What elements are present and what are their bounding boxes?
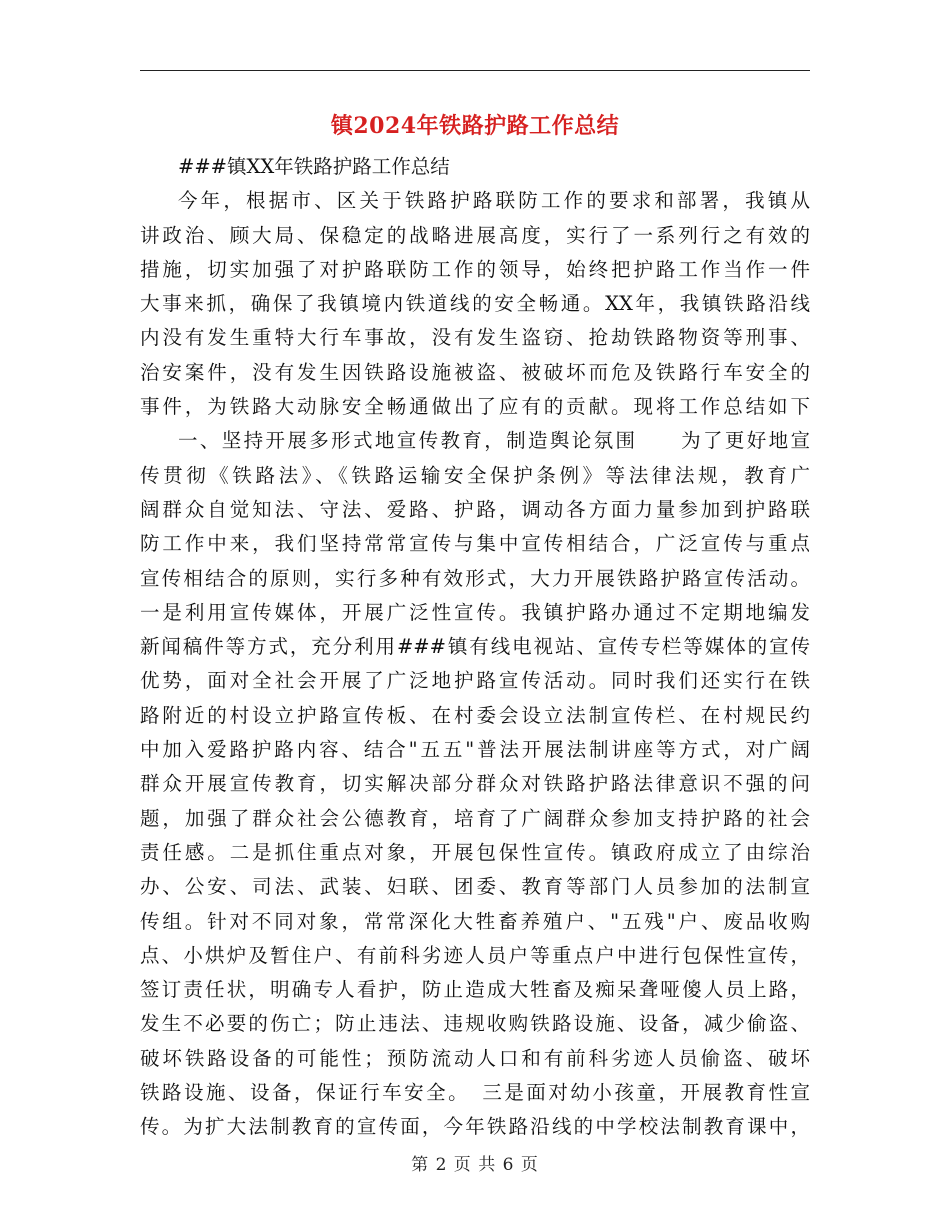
body-line: 阔群众自觉知法、守法、爱路、护路，调动各方面力量参加到护路联: [140, 497, 810, 521]
body-line: 大事来抓，确保了我镇境内铁道线的安全畅通。XX年，我镇铁路沿线: [140, 292, 810, 316]
body-line: 铁路设施、设备，保证行车安全。 三是面对幼小孩童，开展教育性宣: [140, 1081, 810, 1105]
body-line: ###镇XX年铁路护路工作总结: [178, 155, 450, 178]
body-line: 中加入爱路护路内容、结合"五五"普法开展法制讲座等方式，对广阔: [140, 738, 810, 762]
body-line: 签订责任状，明确专人看护，防止造成大牲畜及痴呆聋哑傻人员上路，: [140, 978, 810, 1002]
body-line: 传组。针对不同对象，常常深化大牲畜养殖户、"五残"户、废品收购: [140, 909, 810, 933]
body-line: 办、公安、司法、武装、妇联、团委、教育等部门人员参加的法制宣: [140, 875, 810, 899]
body-line: 宣传相结合的原则，实行多种有效形式，大力开展铁路护路宣传活动。: [140, 566, 810, 590]
body-line: 新闻稿件等方式，充分利用###镇有线电视站、宣传专栏等媒体的宣传: [140, 635, 810, 659]
body-line: 破坏铁路设备的可能性；预防流动人口和有前科劣迹人员偷盗、破坏: [140, 1046, 810, 1070]
body-line: 群众开展宣传教育，切实解决部分群众对铁路护路法律意识不强的问: [140, 772, 810, 796]
body-line: 题，加强了群众社会公德教育，培育了广阔群众参加支持护路的社会: [140, 806, 810, 830]
document-title: 镇2024年铁路护路工作总结: [330, 113, 620, 139]
body-line: 优势，面对全社会开展了广泛地护路宣传活动。同时我们还实行在铁: [140, 669, 810, 693]
body-line: 传。为扩大法制教育的宣传面，今年铁路沿线的中学校法制教育课中，: [140, 1115, 810, 1139]
body-line: 传贯彻《铁路法》、《铁路运输安全保护条例》等法律法规，教育广: [140, 463, 810, 487]
body-line: 事件，为铁路大动脉安全畅通做出了应有的贡献。现将工作总结如下: [140, 395, 810, 419]
body-line: 一、坚持开展多形式地宣传教育，制造舆论氛围 为了更好地宣: [178, 429, 810, 453]
body-line: 责任感。二是抓住重点对象，开展包保性宣传。镇政府成立了由综治: [140, 840, 810, 864]
body-line: 内没有发生重特大行车事故，没有发生盗窃、抢劫铁路物资等刑事、: [140, 326, 810, 350]
body-line: 发生不必要的伤亡；防止违法、违规收购铁路设施、设备，减少偷盗、: [140, 1012, 810, 1036]
body-line: 讲政治、顾大局、保稳定的战略进展高度，实行了一系列行之有效的: [140, 223, 810, 247]
body-line: 治安案件，没有发生因铁路设施被盗、被破坏而危及铁路行车安全的: [140, 360, 810, 384]
body-line: 防工作中来，我们坚持常常宣传与集中宣传相结合，广泛宣传与重点: [140, 532, 810, 556]
body-line: 路附近的村设立护路宣传板、在村委会设立法制宣传栏、在村规民约: [140, 703, 810, 727]
header-rule: [140, 70, 810, 71]
page-number: 第 2 页 共 6 页: [411, 1155, 539, 1175]
body-line: 点、小烘炉及暂住户、有前科劣迹人员户等重点户中进行包保性宣传，: [140, 943, 810, 967]
document-body: [140, 150, 810, 1145]
body-line: 一是利用宣传媒体，开展广泛性宣传。我镇护路办通过不定期地编发: [140, 600, 810, 624]
body-line: 措施，切实加强了对护路联防工作的领导，始终把护路工作当作一件: [140, 257, 810, 281]
body-line: 今年，根据市、区关于铁路护路联防工作的要求和部署，我镇从: [178, 189, 810, 213]
